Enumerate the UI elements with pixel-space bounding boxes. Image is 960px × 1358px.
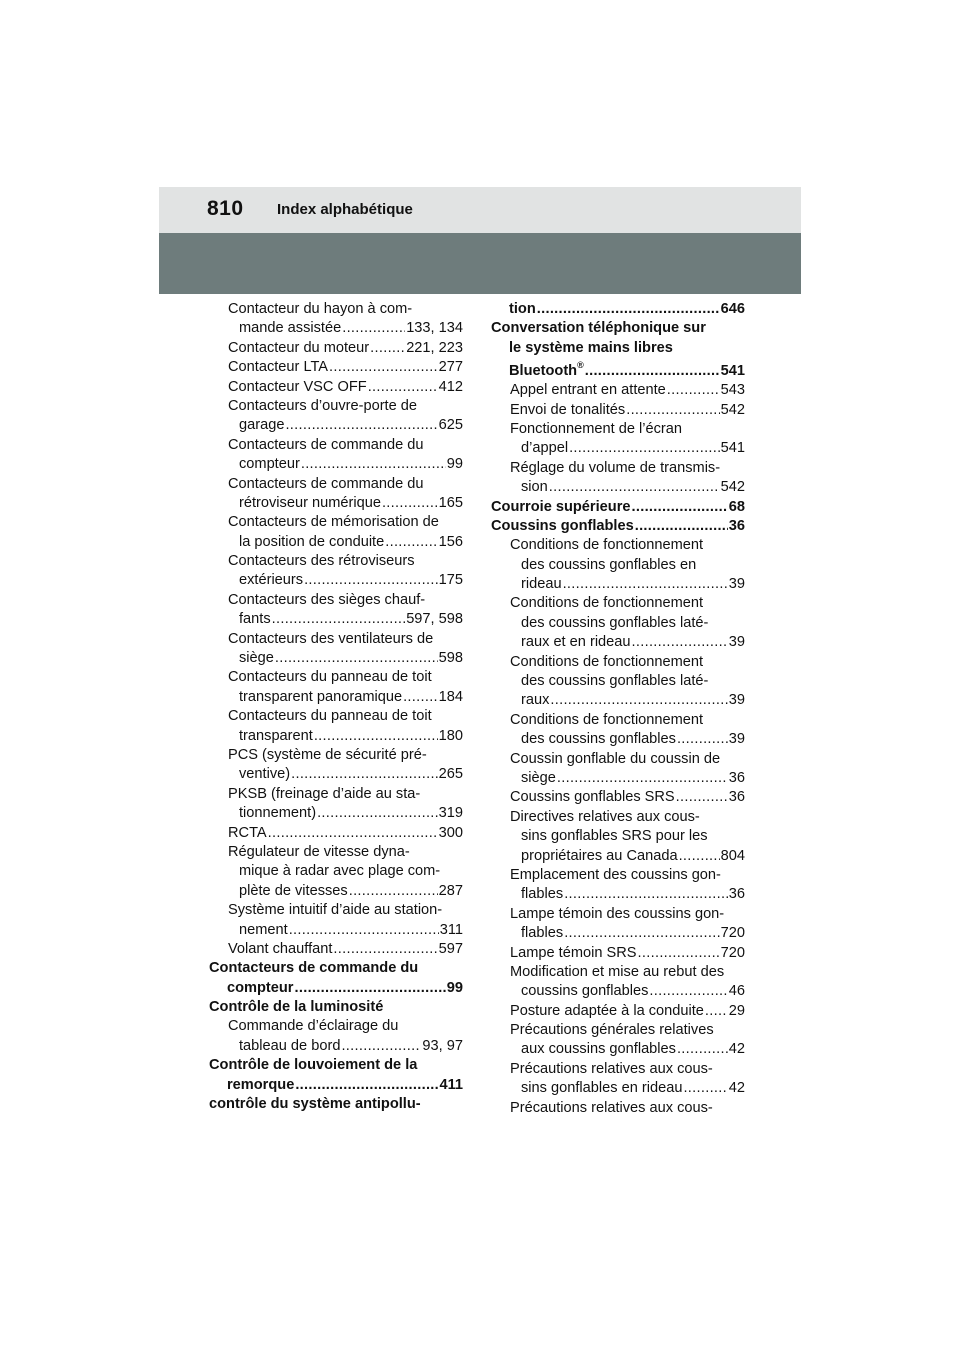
entry-text: flables bbox=[521, 886, 564, 903]
index-main-entry bbox=[209, 979, 463, 998]
dot-leader bbox=[368, 378, 438, 397]
index-sub-entry bbox=[491, 750, 745, 769]
index-sub-entry bbox=[209, 1017, 463, 1036]
entry-text: Contrôle de la luminosité bbox=[209, 999, 384, 1016]
index-column-right bbox=[491, 300, 745, 1118]
page-reference: 36 bbox=[728, 517, 745, 534]
dot-leader bbox=[550, 691, 727, 710]
index-sub-entry bbox=[209, 455, 463, 474]
index-sub-entry bbox=[491, 769, 745, 788]
entry-text: Fonctionnement de l’écran bbox=[510, 420, 682, 437]
page-reference: 625 bbox=[438, 417, 463, 434]
index-sub-entry bbox=[209, 824, 463, 843]
dot-leader bbox=[549, 478, 720, 497]
index-main-entry bbox=[209, 959, 463, 978]
page-reference: 42 bbox=[728, 1080, 745, 1097]
entry-text: Appel entrant en attente bbox=[510, 382, 666, 399]
index-sub-entry bbox=[491, 614, 745, 633]
page-reference: 597, 598 bbox=[406, 611, 463, 628]
index-sub-entry bbox=[491, 633, 745, 652]
index-sub-entry bbox=[491, 381, 745, 400]
entry-text: Précautions relatives aux cous- bbox=[510, 1060, 713, 1077]
dot-leader bbox=[676, 788, 728, 807]
index-sub-entry bbox=[209, 591, 463, 610]
dot-leader bbox=[275, 649, 438, 668]
index-sub-entry bbox=[209, 862, 463, 881]
index-sub-entry bbox=[491, 730, 745, 749]
entry-text: Posture adaptée à la conduite bbox=[510, 1002, 704, 1019]
dot-leader bbox=[537, 300, 720, 319]
entry-text: PCS (système de sécurité pré- bbox=[228, 746, 427, 763]
entry-text: Système intuitif d’aide au station- bbox=[228, 902, 443, 919]
page-reference: 598 bbox=[438, 650, 463, 667]
page-reference: 720 bbox=[720, 925, 745, 942]
entry-text: coussins gonflables bbox=[521, 983, 649, 1000]
dot-leader bbox=[285, 416, 437, 435]
entry-text: Modification et mise au rebut des bbox=[510, 963, 725, 980]
index-sub-entry bbox=[491, 1002, 745, 1021]
entry-text: le système mains libres bbox=[509, 339, 673, 356]
index-sub-entry bbox=[491, 594, 745, 613]
dot-leader bbox=[341, 1037, 421, 1056]
dot-leader bbox=[679, 847, 720, 866]
dot-leader bbox=[557, 769, 728, 788]
index-sub-entry bbox=[209, 804, 463, 823]
page-reference: 68 bbox=[728, 498, 745, 515]
index-column-left bbox=[209, 300, 463, 1114]
index-sub-entry bbox=[491, 653, 745, 672]
entry-text: garage bbox=[239, 417, 285, 434]
page-reference: 29 bbox=[728, 1002, 745, 1019]
entry-text: Contacteur VSC OFF bbox=[228, 378, 367, 395]
page-reference: 277 bbox=[438, 359, 463, 376]
dot-leader bbox=[304, 571, 438, 590]
index-sub-entry bbox=[491, 672, 745, 691]
entry-text: Conditions de fonctionnement bbox=[510, 711, 704, 728]
page-reference: 46 bbox=[728, 983, 745, 1000]
index-sub-entry bbox=[209, 513, 463, 532]
entry-text: fants bbox=[239, 611, 271, 628]
index-sub-entry bbox=[491, 536, 745, 555]
entry-text: plète de vitesses bbox=[239, 882, 348, 899]
index-sub-entry bbox=[209, 436, 463, 455]
index-main-entry bbox=[491, 358, 745, 381]
entry-text: flables bbox=[521, 925, 564, 942]
index-sub-entry bbox=[491, 885, 745, 904]
entry-text: RCTA bbox=[228, 824, 267, 841]
entry-text: Lampe témoin des coussins gon- bbox=[510, 905, 725, 922]
dot-leader bbox=[295, 979, 446, 998]
index-main-entry bbox=[209, 1076, 463, 1095]
page-reference: 265 bbox=[438, 766, 463, 783]
entry-text: Commande d’éclairage du bbox=[228, 1018, 399, 1035]
index-sub-entry bbox=[491, 1021, 745, 1040]
index-sub-entry bbox=[209, 727, 463, 746]
entry-text: Contacteurs de commande du bbox=[228, 475, 424, 492]
dot-leader bbox=[564, 885, 728, 904]
entry-text: tionnement) bbox=[239, 805, 317, 822]
entry-text: Conditions de fonctionnement bbox=[510, 537, 704, 554]
index-sub-entry bbox=[491, 827, 745, 846]
page-reference: 646 bbox=[720, 301, 745, 317]
index-main-entry bbox=[209, 1095, 463, 1114]
page-reference: 99 bbox=[446, 979, 463, 996]
index-sub-entry bbox=[209, 940, 463, 959]
dot-leader bbox=[272, 610, 406, 629]
page-reference: 99 bbox=[446, 456, 463, 473]
index-sub-entry bbox=[209, 921, 463, 940]
index-sub-entry bbox=[209, 358, 463, 377]
index-sub-entry bbox=[209, 668, 463, 687]
index-sub-entry bbox=[209, 300, 463, 319]
entry-text: Contacteurs des rétroviseurs bbox=[228, 553, 415, 570]
index-sub-entry bbox=[491, 963, 745, 982]
page-reference: 542 bbox=[720, 479, 745, 496]
index-sub-entry bbox=[209, 319, 463, 338]
dot-leader bbox=[403, 688, 438, 707]
dot-leader bbox=[705, 1002, 728, 1021]
page-reference: 36 bbox=[728, 769, 745, 786]
entry-text: Lampe témoin SRS bbox=[510, 944, 637, 961]
index-sub-entry bbox=[209, 630, 463, 649]
entry-text: Volant chauffant bbox=[228, 940, 333, 957]
entry-text: d’appel bbox=[521, 440, 569, 457]
entry-text: Contacteurs d’ouvre-porte de bbox=[228, 397, 418, 414]
entry-text: Contacteurs des sièges chauf- bbox=[228, 591, 426, 608]
entry-text: la position de conduite bbox=[239, 533, 385, 550]
index-sub-entry bbox=[491, 711, 745, 730]
entry-text: Contacteurs du panneau de toit bbox=[228, 669, 432, 686]
page-reference: 36 bbox=[728, 789, 745, 806]
entry-text: compteur bbox=[227, 979, 294, 996]
index-sub-entry bbox=[491, 439, 745, 458]
dot-leader bbox=[638, 944, 720, 963]
index-sub-entry bbox=[491, 808, 745, 827]
entry-text: des coussins gonflables laté- bbox=[521, 673, 709, 690]
dot-leader bbox=[295, 1076, 438, 1095]
entry-text: siège bbox=[521, 769, 556, 786]
entry-text: raux et en rideau bbox=[521, 634, 631, 651]
index-main-entry bbox=[209, 1056, 463, 1075]
entry-text: Contacteur LTA bbox=[228, 359, 329, 376]
page-reference: 541 bbox=[720, 440, 745, 457]
section-title: Index alphabétique bbox=[277, 201, 413, 218]
index-main-entry bbox=[491, 300, 745, 319]
index-sub-entry bbox=[491, 420, 745, 439]
page-reference: 42 bbox=[728, 1041, 745, 1058]
index-sub-entry bbox=[491, 847, 745, 866]
index-sub-entry bbox=[209, 475, 463, 494]
entry-text: Réglage du volume de transmis- bbox=[510, 459, 721, 476]
index-sub-entry bbox=[491, 575, 745, 594]
entry-text: Conditions de fonctionnement bbox=[510, 653, 704, 670]
dot-leader bbox=[301, 455, 446, 474]
page-reference: 156 bbox=[438, 533, 463, 550]
index-main-entry bbox=[491, 517, 745, 536]
dot-leader bbox=[382, 494, 438, 513]
dot-leader bbox=[667, 381, 720, 400]
page-reference: 180 bbox=[438, 727, 463, 744]
entry-text: Courroie supérieure bbox=[491, 498, 631, 515]
entry-text: rideau bbox=[521, 576, 562, 593]
dot-leader bbox=[314, 727, 438, 746]
entry-text: Coussin gonflable du coussin de bbox=[510, 750, 721, 767]
entry-text: transparent bbox=[239, 727, 313, 744]
entry-text: mande assistée bbox=[239, 320, 342, 337]
dot-leader bbox=[268, 824, 438, 843]
index-sub-entry bbox=[209, 1037, 463, 1056]
index-sub-entry bbox=[491, 944, 745, 963]
index-sub-entry bbox=[491, 556, 745, 575]
index-sub-entry bbox=[209, 416, 463, 435]
index-sub-entry bbox=[209, 571, 463, 590]
dot-leader bbox=[632, 498, 728, 517]
entry-text: Contrôle de louvoiement de la bbox=[209, 1057, 418, 1074]
entry-text: Contacteur du moteur bbox=[228, 339, 370, 356]
page-header bbox=[159, 187, 801, 233]
entry-text: Envoi de tonalités bbox=[510, 401, 626, 418]
page-reference: 39 bbox=[728, 731, 745, 748]
index-main-entry bbox=[491, 319, 745, 338]
entry-text: sion bbox=[521, 479, 548, 496]
index-sub-entry bbox=[209, 397, 463, 416]
entry-text: transparent panoramique bbox=[239, 688, 403, 705]
index-sub-entry bbox=[491, 1040, 745, 1059]
page-reference: 804 bbox=[720, 847, 745, 864]
index-sub-entry bbox=[491, 982, 745, 1001]
page-reference: 311 bbox=[439, 921, 463, 938]
page-reference: 543 bbox=[720, 382, 745, 399]
dot-leader bbox=[342, 319, 405, 338]
entry-text: Directives relatives aux cous- bbox=[510, 808, 700, 825]
entry-text: Bluetooth® bbox=[509, 359, 584, 379]
dot-leader bbox=[333, 940, 437, 959]
page-reference: 541 bbox=[720, 362, 745, 379]
dot-leader bbox=[677, 730, 728, 749]
index-main-entry bbox=[491, 339, 745, 358]
index-sub-entry bbox=[209, 552, 463, 571]
page-reference: 184 bbox=[438, 688, 463, 705]
registered-mark: ® bbox=[577, 359, 584, 370]
entry-text: rétroviseur numérique bbox=[239, 494, 381, 511]
index-sub-entry bbox=[491, 1099, 745, 1118]
entry-text: Contacteurs de commande du bbox=[228, 436, 424, 453]
entry-text: des coussins gonflables laté- bbox=[521, 614, 709, 631]
index-sub-entry bbox=[209, 785, 463, 804]
entry-text: compteur bbox=[239, 456, 300, 473]
page-reference: 93, 97 bbox=[422, 1037, 463, 1054]
index-sub-entry bbox=[491, 788, 745, 807]
entry-text: propriétaires au Canada bbox=[521, 847, 678, 864]
entry-text: Coussins gonflables bbox=[491, 517, 634, 534]
entry-text: nement bbox=[239, 921, 288, 938]
entry-text: raux bbox=[521, 692, 550, 709]
entry-text: mique à radar avec plage com- bbox=[239, 863, 441, 880]
index-sub-entry bbox=[209, 339, 463, 358]
entry-text: tableau de bord bbox=[239, 1037, 341, 1054]
page-reference: 542 bbox=[720, 401, 745, 418]
page-reference: 36 bbox=[728, 886, 745, 903]
dot-leader bbox=[649, 982, 727, 1001]
page-reference: 175 bbox=[438, 572, 463, 589]
page-reference: 319 bbox=[438, 805, 463, 822]
index-main-entry bbox=[209, 998, 463, 1017]
entry-text: Emplacement des coussins gon- bbox=[510, 866, 721, 883]
entry-text: sins gonflables SRS pour les bbox=[521, 828, 708, 845]
dot-leader bbox=[569, 439, 720, 458]
index-sub-entry bbox=[491, 866, 745, 885]
dot-leader bbox=[349, 882, 438, 901]
dot-leader bbox=[385, 533, 437, 552]
index-sub-entry bbox=[209, 707, 463, 726]
page-number: 810 bbox=[207, 197, 244, 220]
entry-text: PKSB (freinage d’aide au sta- bbox=[228, 785, 421, 802]
index-sub-entry bbox=[209, 494, 463, 513]
entry-text: Contacteurs des ventilateurs de bbox=[228, 630, 434, 647]
dot-leader bbox=[585, 362, 720, 381]
entry-text: tion bbox=[509, 301, 536, 317]
index-sub-entry bbox=[491, 401, 745, 420]
entry-text: ventive) bbox=[239, 766, 291, 783]
page-reference: 133, 134 bbox=[406, 320, 463, 337]
index-sub-entry bbox=[209, 882, 463, 901]
index-sub-entry bbox=[209, 765, 463, 784]
index-sub-entry bbox=[491, 691, 745, 710]
entry-text: contrôle du système antipollu- bbox=[209, 1096, 421, 1113]
page-reference: 597 bbox=[438, 940, 463, 957]
entry-text: siège bbox=[239, 650, 274, 667]
index-sub-entry bbox=[209, 378, 463, 397]
page-reference: 287 bbox=[438, 882, 463, 899]
dot-leader bbox=[563, 575, 728, 594]
index-sub-entry bbox=[209, 533, 463, 552]
dot-leader bbox=[683, 1079, 727, 1098]
dot-leader bbox=[329, 358, 438, 377]
header-band bbox=[159, 233, 801, 294]
dot-leader bbox=[677, 1040, 728, 1059]
entry-text: Coussins gonflables SRS bbox=[510, 789, 675, 806]
page-reference: 221, 223 bbox=[406, 339, 463, 356]
index-sub-entry bbox=[491, 1079, 745, 1098]
index-sub-entry bbox=[209, 688, 463, 707]
dot-leader bbox=[370, 339, 405, 358]
entry-text: Contacteurs de commande du bbox=[209, 960, 419, 977]
index-sub-entry bbox=[491, 905, 745, 924]
entry-text: Conditions de fonctionnement bbox=[510, 595, 704, 612]
entry-text: Conversation téléphonique sur bbox=[491, 320, 706, 337]
dot-leader bbox=[564, 924, 719, 943]
page-reference: 300 bbox=[438, 824, 463, 841]
page-reference: 720 bbox=[720, 944, 745, 961]
entry-text: aux coussins gonflables bbox=[521, 1041, 676, 1058]
index-main-entry bbox=[491, 498, 745, 517]
index-sub-entry bbox=[209, 649, 463, 668]
entry-text: remorque bbox=[227, 1076, 295, 1093]
entry-text: des coussins gonflables en bbox=[521, 556, 697, 573]
index-sub-entry bbox=[491, 478, 745, 497]
dot-leader bbox=[632, 633, 728, 652]
dot-leader bbox=[317, 804, 438, 823]
entry-text: Contacteurs du panneau de toit bbox=[228, 708, 432, 725]
page-reference: 412 bbox=[438, 378, 463, 395]
entry-text: Contacteurs de mémorisation de bbox=[228, 514, 439, 531]
entry-text: des coussins gonflables bbox=[521, 731, 676, 748]
entry-text: Régulateur de vitesse dyna- bbox=[228, 843, 410, 860]
dot-leader bbox=[291, 765, 438, 784]
dot-leader bbox=[289, 921, 439, 940]
index-sub-entry bbox=[491, 459, 745, 478]
index-sub-entry bbox=[209, 610, 463, 629]
index-sub-entry bbox=[491, 1060, 745, 1079]
index-sub-entry bbox=[209, 843, 463, 862]
entry-text: extérieurs bbox=[239, 572, 304, 589]
page-reference: 411 bbox=[439, 1076, 463, 1093]
index-sub-entry bbox=[209, 901, 463, 920]
index-sub-entry bbox=[209, 746, 463, 765]
entry-text: sins gonflables en rideau bbox=[521, 1080, 683, 1097]
entry-text: Contacteur du hayon à com- bbox=[228, 301, 413, 317]
entry-text: Précautions relatives aux cous- bbox=[510, 1099, 713, 1116]
page-reference: 165 bbox=[438, 494, 463, 511]
page-reference: 39 bbox=[728, 692, 745, 709]
dot-leader bbox=[626, 401, 719, 420]
dot-leader bbox=[635, 517, 728, 536]
page-reference: 39 bbox=[728, 634, 745, 651]
index-sub-entry bbox=[491, 924, 745, 943]
entry-text: Précautions générales relatives bbox=[510, 1022, 714, 1039]
page-reference: 39 bbox=[728, 576, 745, 593]
